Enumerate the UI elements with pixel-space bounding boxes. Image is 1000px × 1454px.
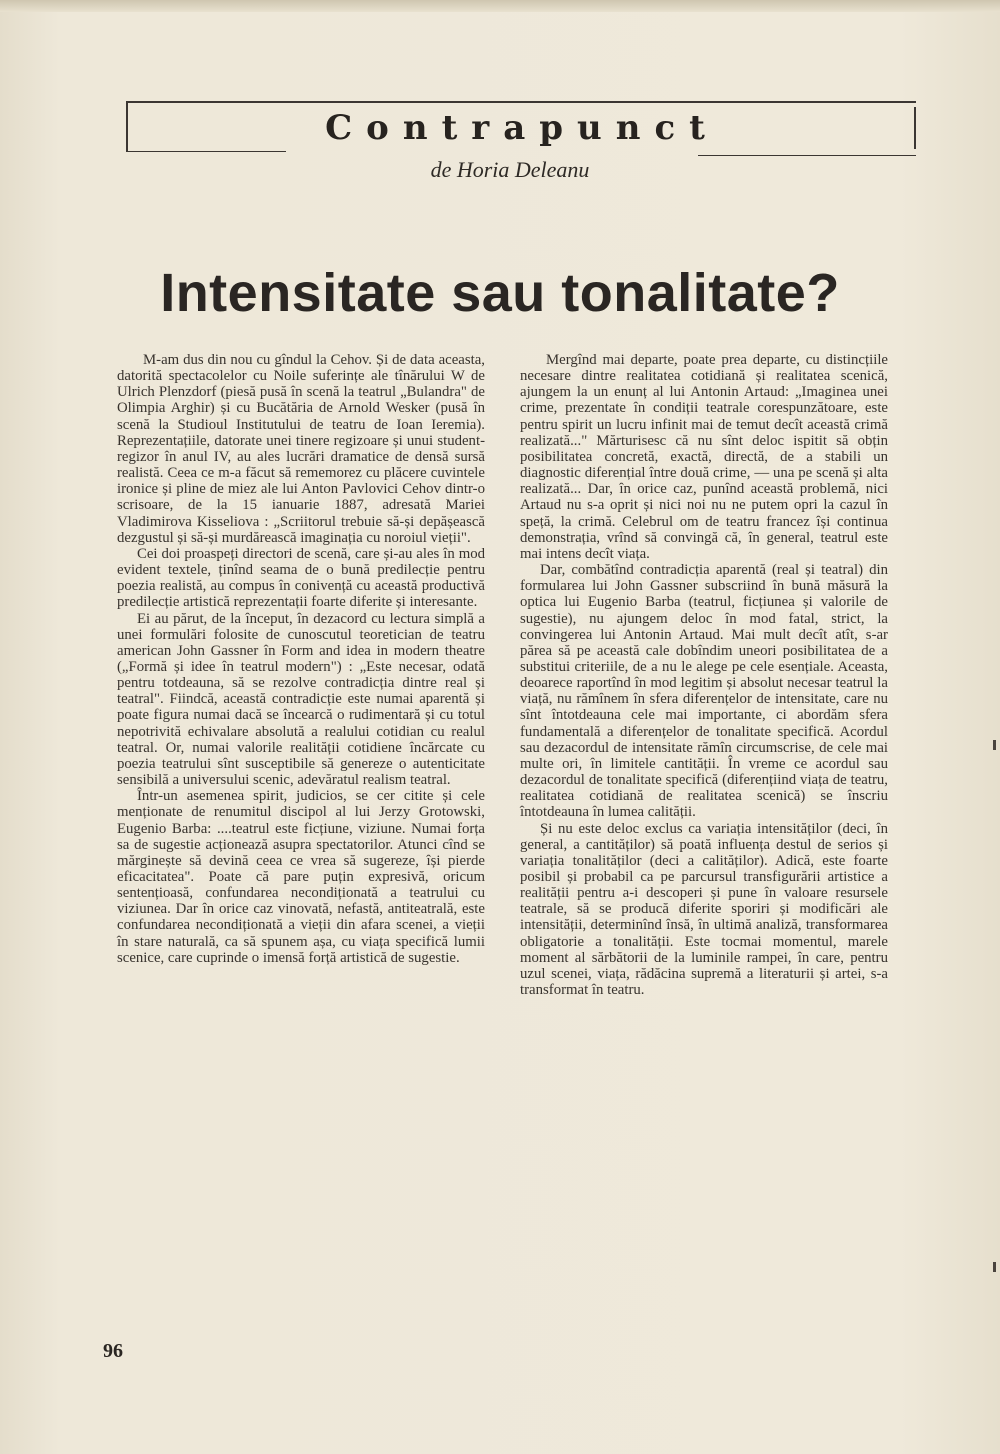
margin-mark	[993, 740, 996, 750]
paragraph: Mergînd mai departe, poate prea departe, cu distincțiile necesare dintre realitatea cotidiană și realitatea scenică, ajungem la un enunț al lui Antonin Artaud: „Imaginea unei crime, prezentate în condiții teatrale corespunzătoare, este pentru spirit un lucru infinit mai de temut decît această crimă realizată..." Mărturisesc că nu sînt deloc ispitit să obțin posibilitatea concretă, exactă, directă, de a stabili un diagnostic diferențial între două crime, — una pe scenă și alta realizată... Dar, în orice caz, punînd această problemă, nici Artaud nu s-a oprit și nici noi nu ne putem opri la cazul în speță, la crimă. Celebrul om de teatru francez își continua demonstrația, vrînd să convingă că, în general, teatrul este mai intens decît viața.	[520, 352, 888, 562]
frame-bottom-right-rule	[698, 155, 916, 156]
frame-bottom-left-rule	[126, 151, 286, 152]
article-headline: Intensitate sau tonalitate?	[160, 263, 840, 323]
margin-mark	[993, 1262, 996, 1272]
paragraph: Cei doi proaspeți directori de scenă, care și-au ales în mod evident textele, ținînd seama de o bună predilecție pentru poezia realistă, au compus în conivență cu această productivă predilecție artistică reprezentații foarte diferite și interesante.	[117, 545, 485, 611]
paragraph: Ei au părut, de la început, în dezacord cu lectura simplă a unei formulări folosite de cunoscutul teoretician de teatru american John Gassner în Form and idea in modern theatre („Formă și idee în teatrul modern") : „Este necesar, odată pentru totdeauna, să se rezolve contradicția dintre real și teatral". Fiindcă, această contradicție este numai aparentă și poate figura numai dacă se încearcă o rudimentară și cu totul nepotrivită echivalare absolută a realului cotidian cu realul teatral. Or, numai valorile realității cotidiene încărcate cu poezia teatrului sînt susceptibile să genereze o autenticitate sensibilă a universului scenic, adevăratul realism teatral.	[117, 610, 485, 789]
right-column	[520, 352, 888, 998]
section-title: Contrapunct	[325, 108, 719, 148]
paragraph: Și nu este deloc exclus ca variația intensităților (deci, în general, a cantităților) să poată influența destul de serios și variația tonalităților (deci a calităților). Adică, este foarte posibil și probabil ca pe parcursul transfigurării artistice a realității pentru a-i descoperi și pune în valoare resursele teatrale, să se producă diferite sporiri și modificări ale intensității, determinînd însă, în ultimă analiză, transformarea obligatorie a tonalității. Este tocmai momentul, marele moment al sărbătorii de la luminile rampei, în care, pentru uzul scenei, viața, rădăcina supremă a literaturii și artei, s-a transformat în teatru.	[520, 820, 888, 999]
paragraph: M-am dus din nou cu gîndul la Cehov. Și de data aceasta, datorită spectacolelor cu Noile suferințe ale tînărului W de Ulrich Plenzdorf (piesă pusă în scenă la teatrul „Bulandra" de Olimpia Arghir) și cu Bucătăria de Arnold Wesker (pusă în scenă la Studioul Institutului de teatru de Ioan Ieremia). Reprezentațiile, datorate unei tinere regizoare și unui student-regizor în anul IV, au ales lucrări dramatice de densă sursă realistă. Ceea ce m-a făcut să rememorez cu plăcere cuvintele ironice și pline de miez ale lui Anton Pavlovici Cehov dintr-o scrisoare, de la 15 ianuarie 1887, adresată Mariei Vladimirova Kisseliova : „Scriitorul trebuie să-și depășească dezgustul și să-și murdărească imaginația cu noroiul vieții".	[117, 352, 485, 546]
left-column	[117, 352, 485, 966]
paragraph: Într-un asemenea spirit, judicios, se cer citite și cele menționate de renumitul discipol al lui Jerzy Grotowski, Eugenio Barba: ....teatrul este ficțiune, viziune. Numai forța sa de sugestie acționează asupra spectatorilor. Atunci cînd se mărginește să devină ceea ce vrea să sugereze, își pierde eficacitatea". Poate că pare puțin expresivă, oricum sentențioasă, confundarea necondiționată a teatrului cu viziunea. Dar în orice caz vinovată, nefastă, antiteatrală, este confundarea necondiționată a vieții din afara scenei, a vieții în stare naturală, ca să spunem așa, cu viața specifică lumii scenice, care cuprinde o imensă forță artistică de sugestie.	[117, 788, 485, 966]
page-top-edge	[0, 0, 1000, 12]
author-byline: de Horia Deleanu	[430, 157, 590, 182]
frame-top-rule	[126, 101, 916, 103]
page-number: 96	[103, 1340, 123, 1362]
paragraph: Dar, combătînd contradicția aparentă (real și teatral) din formularea lui John Gassner subscriind în bună măsură la optica lui Eugenio Barba (teatrul, ficțiunea și valorile de sugestie), nu ajungem deloc în mod fatal, strict, la convingerea lui Antonin Artaud. Mai mult decît atît, s-ar părea să pe această cale dobîndim uneori posibilitatea de a substitui criteriile, de a nu le alege pe cele esențiale. Aceasta, deoarece raportînd în mod legitim și absolut necesar teatrul la viață, nu rămînem în sfera diferențelor de intensitate, care nu sînt întotdeauna cele mai importante, ci abordăm sfera fundamentală a diferențelor de tonalitate specifică. Acordul sau dezacordul de intensitate rămîn circumscrise, de cele mai multe ori, în limitele cantității. În vreme ce acordul sau dezacordul de tonalitate specifică (diferențiind viața de teatru, realitatea cotidiană de realitatea scenică) se înscriu întotdeauna în lumea calității.	[520, 562, 888, 821]
